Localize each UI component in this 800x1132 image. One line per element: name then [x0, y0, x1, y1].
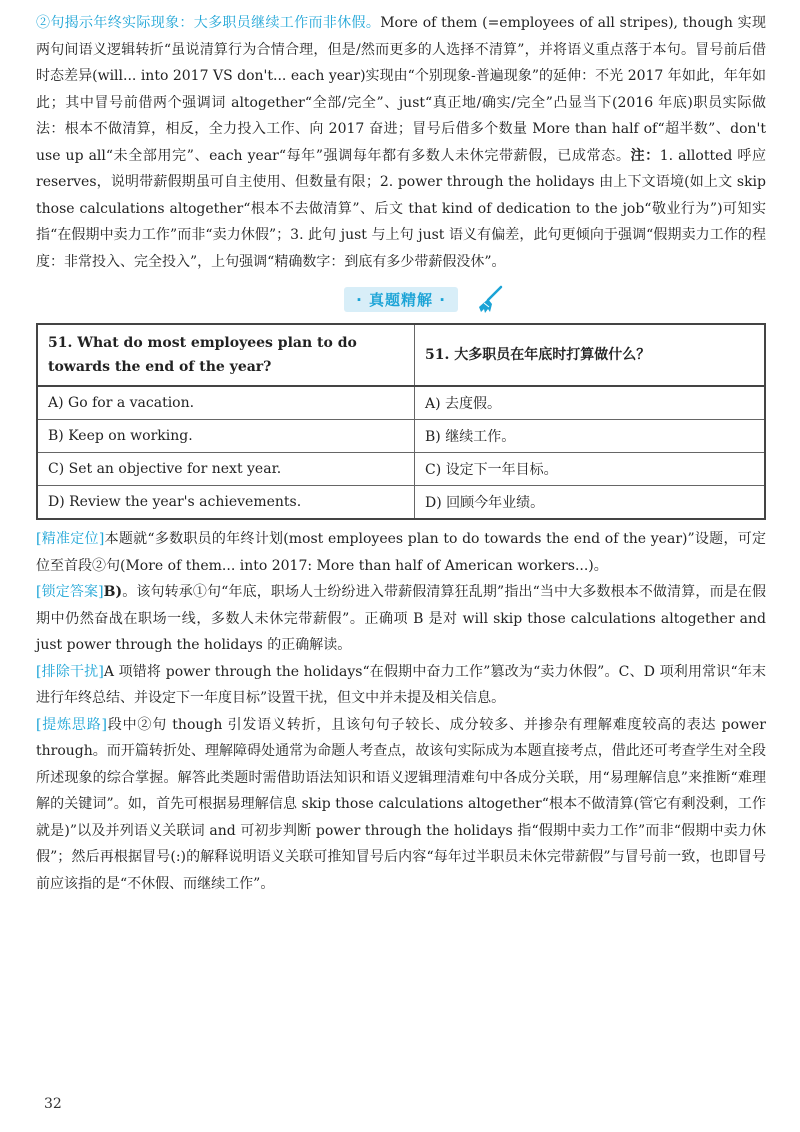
question-row — [37, 324, 765, 386]
tag-distractors: [排除干扰] — [36, 663, 104, 680]
explanation-distractors — [36, 659, 766, 712]
tag-answer: [锁定答案] — [36, 584, 104, 600]
option-b-zh: B) 继续工作。 — [415, 420, 766, 453]
option-row-a — [37, 386, 765, 420]
option-row-b — [37, 420, 765, 453]
question-table — [36, 323, 766, 520]
analysis-paragraph — [36, 10, 766, 275]
analysis-body-a: More of them (=employees of all stripes), though 实现两句间语义逻辑转折“虽说清算行为合情合理，但是/然而更多的人选择不清算”，并将语义重点落于本句。冒号前后借时态差异(will... into 2017 VS don't... each year)实现由“个别现象-普遍现象”的延伸：不光 2017 年如此，年年如此；其中冒号前借两个强调词 altogether“全部/完全”、just“真正地/确实/完全”凸显当下(2016 年底)职员实际做法：根本不做清算，相反，全力投入工作、向 2017 奋进；冒号后借多个数量 More than half of“超半数”、don't use up all“未全部用完”、each year“每年”强调每年都有多数人未休完带薪假，已成常态。 — [36, 15, 766, 164]
analysis-body-b: 1. allotted 呼应 reserves，说明带薪假期虽可自主使用、但数量有限；2. power through the holidays 由上下文语境(如上文 skip those calculations altogether“根本不去做清算”、后文 that kind of dedication to the job“敬业行为”)可知实指“在假期中卖力工作”而非“卖力休假”；3. 此句 just 与上句 just 语义有偏差，此句更倾向于强调“假期卖力工作的程度：非常投入、完全投入”，上句强调“精确数字：到底有多少带薪假没休”。 — [36, 147, 767, 270]
explanation-method — [36, 712, 766, 898]
page-number: 32 — [44, 1096, 62, 1112]
option-c-zh: C) 设定下一年目标。 — [415, 453, 766, 486]
option-c-en: C) Set an objective for next year. — [37, 453, 415, 486]
tag-method: [提炼思路] — [36, 716, 107, 733]
broom-icon — [475, 285, 505, 315]
option-d-zh: D) 回顾今年业绩。 — [415, 486, 766, 520]
explanation-block — [36, 526, 766, 897]
option-row-d — [37, 486, 765, 520]
option-b-en: B) Keep on working. — [37, 420, 415, 453]
note-label: 注： — [630, 147, 660, 164]
option-a-en: A) Go for a vacation. — [37, 386, 415, 420]
question-en: 51. What do most employees plan to do towards the end of the year? — [37, 324, 415, 386]
section-title-row — [36, 287, 766, 315]
section-title: · 真题精解 · — [344, 287, 458, 312]
locate-text: 本题就“多数职员的年终计划(most employees plan to do towards the end of the year)”设题，可定位至首段②句(More of them... into 2017: More than half of American workers...)。 — [36, 531, 766, 574]
option-a-zh: A) 去度假。 — [415, 386, 766, 420]
answer-text: 。该句转承①句“年底，职场人士纷纷进入带薪假清算狂乱期”指出“当中大多数根本不做清算，而是在假期中仍然奋战在职场一线，多数人未休完带薪假”。正确项 B 是对 will skip those calculations altogether and just power through the holidays 的正确解读。 — [36, 584, 766, 653]
option-d-en: D) Review the year's achievements. — [37, 486, 415, 520]
method-text: 段中②句 though 引发语义转折，且该句句子较长、成分较多、并掺杂有理解难度较高的表达 power through。而开篇转折处、理解障碍处通常为命题人考查点，故该句实际成为本题直接考点，借此还可考查学生对全段所述现象的综合掌握。解答此类题时需借助语法知识和语义逻辑理清难句中各成分关联，用“易理解信息”来推断“难理解的关键词”。如，首先可根据易理解信息 skip those calculations altogether“根本不做清算(管它有剩没剩，工作就是)”以及并列语义关联词 and 可初步判断 power through the holidays 指“假期中卖力工作”而非“假期中卖力休假”；然后再根据冒号(:)的解释说明语义关联可推知冒号后内容“每年过半职员未休完带薪假”与冒号前一致，也即冒号前应该指的是“不休假、而继续工作”。 — [36, 716, 766, 892]
analysis-heading: ②句揭示年终实际现象：大多职员继续工作而非休假。 — [36, 15, 381, 31]
tag-locate: [精准定位] — [36, 531, 105, 547]
page — [36, 10, 766, 897]
explanation-answer — [36, 579, 766, 659]
question-zh: 51. 大多职员在年底时打算做什么？ — [415, 324, 766, 386]
option-row-c — [37, 453, 765, 486]
explanation-locate — [36, 526, 766, 579]
distractors-text: A 项错将 power through the holidays“在假期中奋力工作”篡改为“卖力休假”。C、D 项利用常识“年末进行年终总结、并设定下一年度目标”设置干扰，但文中并未提及相关信息。 — [36, 663, 766, 706]
answer-letter: B) — [103, 584, 123, 600]
